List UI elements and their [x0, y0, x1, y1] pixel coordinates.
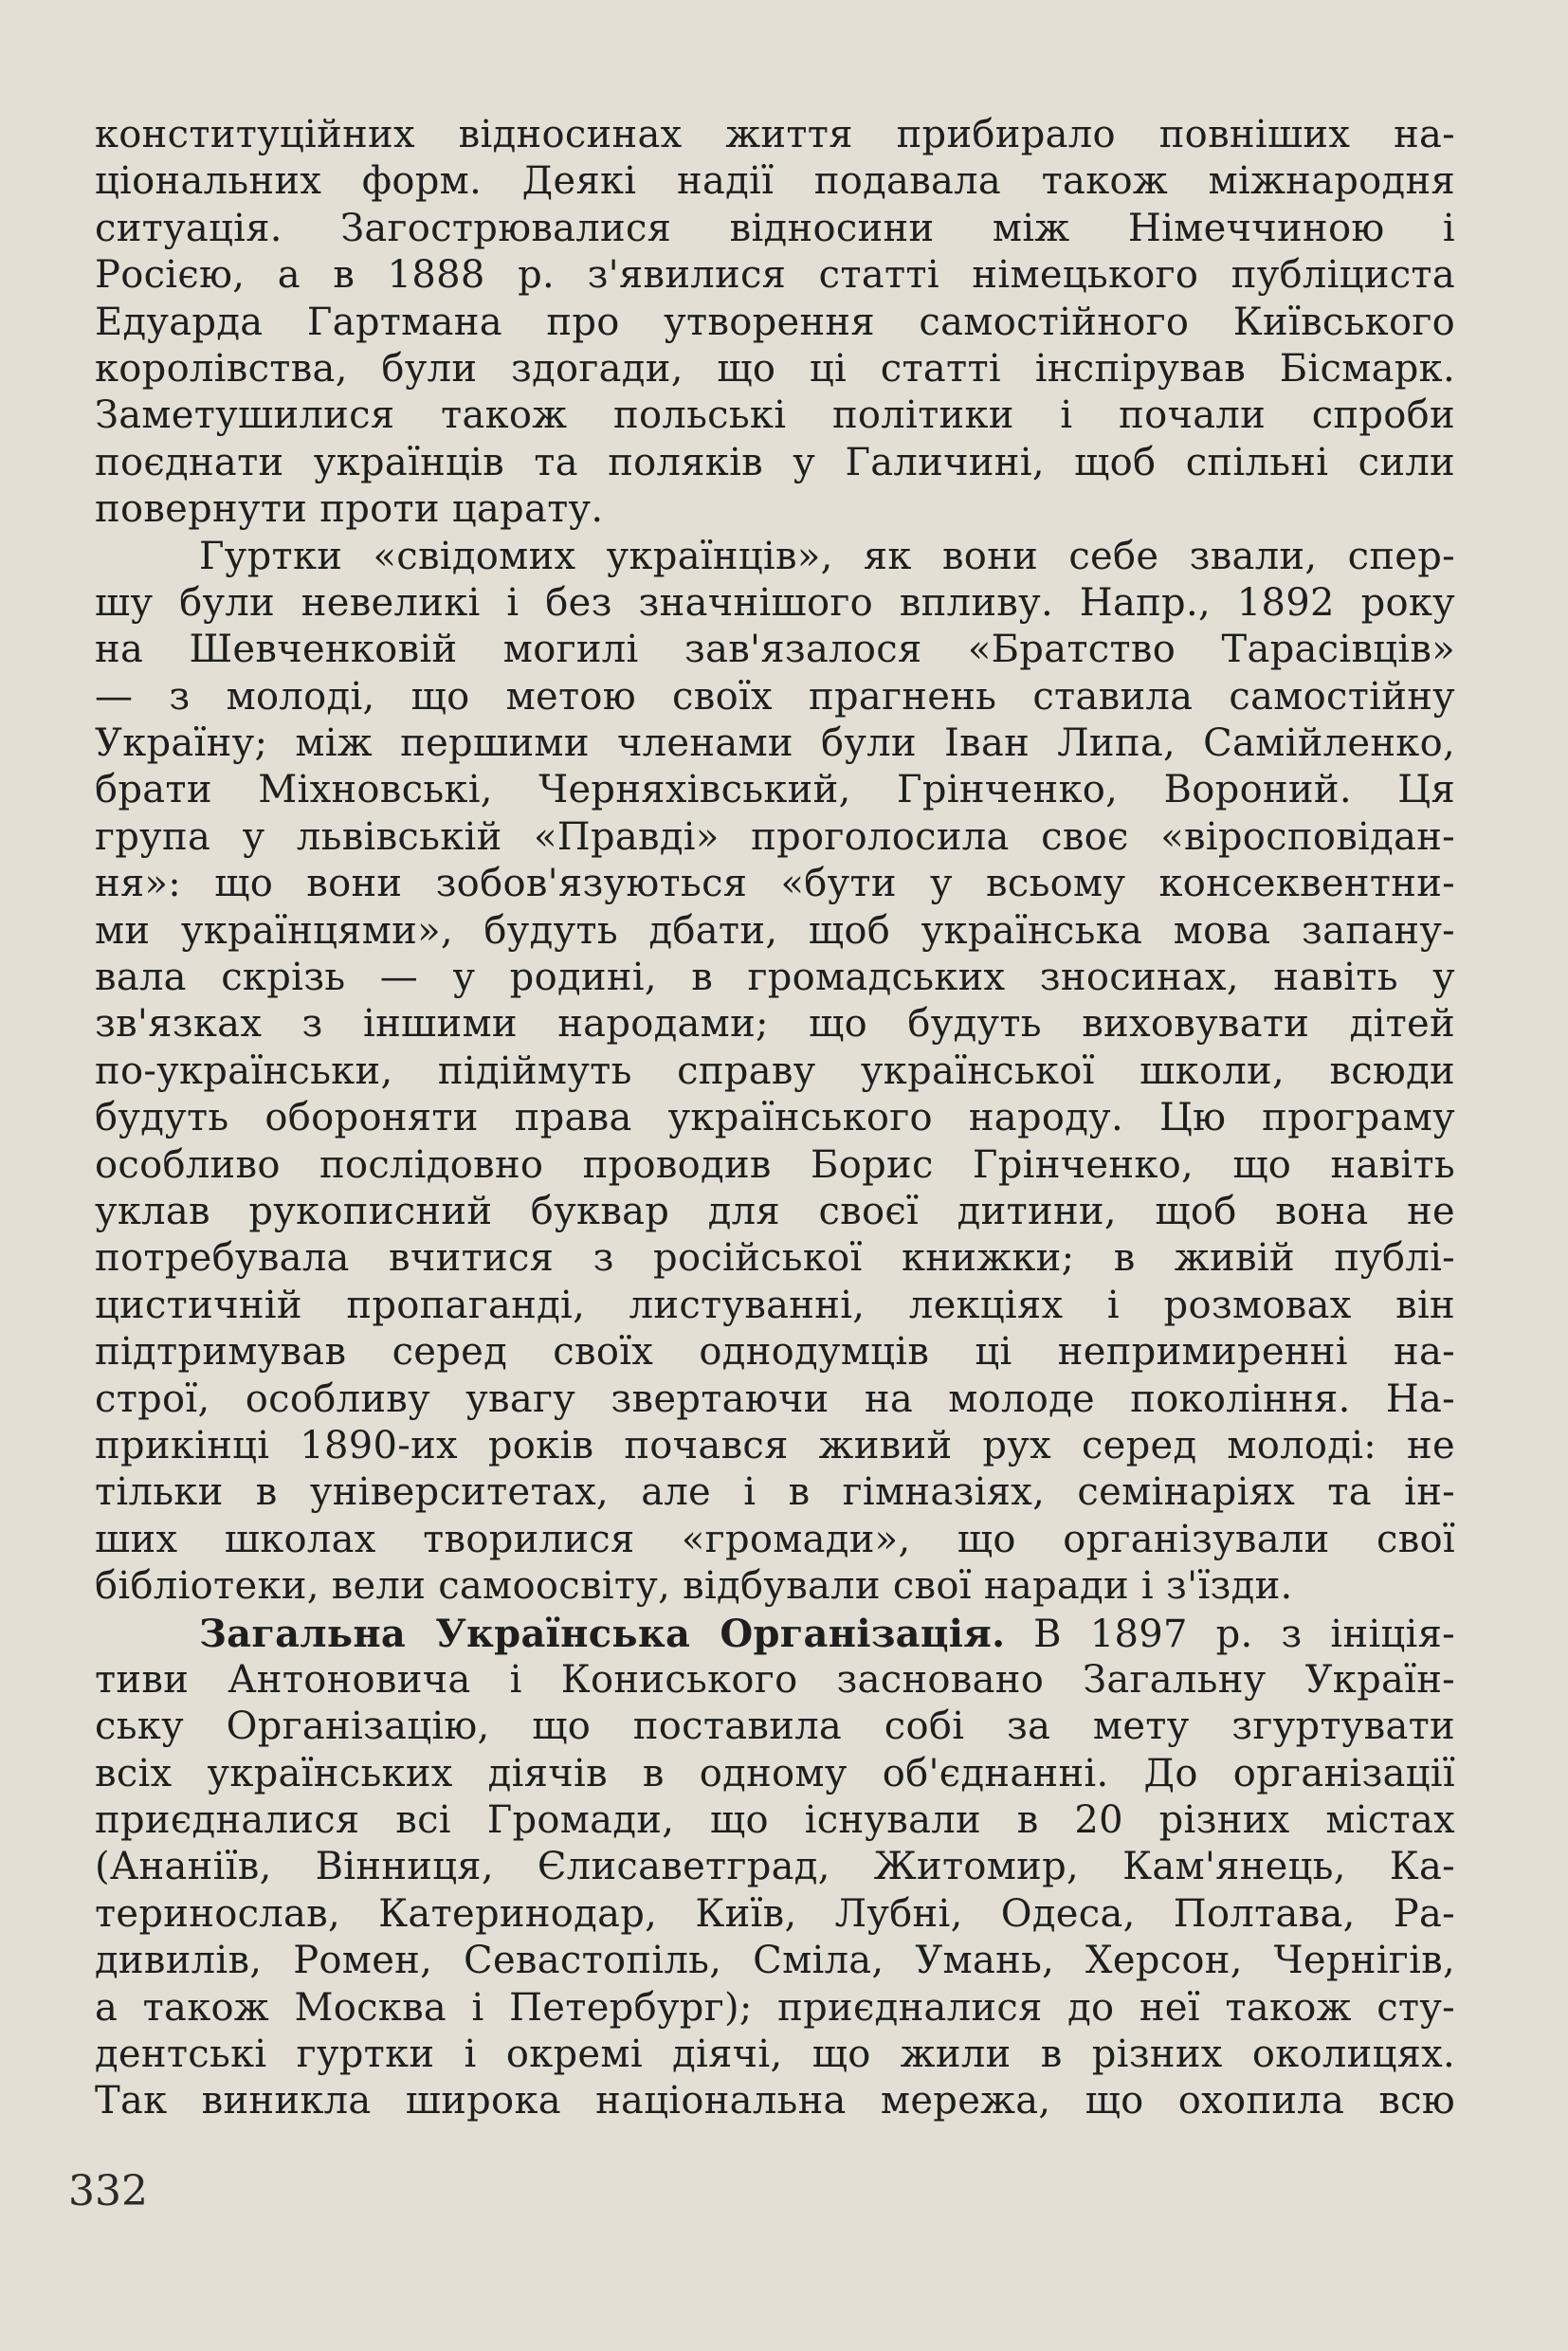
text-line: строї, особливу увагу звертаючи на молоде покоління. На-	[95, 1376, 1455, 1421]
text-line: брати Міхновські, Черняхівський, Грінченко, Вороний. Ця	[95, 768, 1455, 812]
text-line: повернути проти царату.	[95, 487, 604, 532]
text-line: — з молоді, що метою своїх прагнень ставила самостійну	[95, 674, 1455, 719]
text-line: ми українцями», будуть дбати, щоб українська мова запану-	[95, 908, 1455, 953]
text-line: Росією, а в 1888 р. з'явилися статті німецького публіциста	[95, 253, 1455, 298]
text-line: вала скрізь — у родині, в громадських зносинах, навіть у	[95, 956, 1455, 1000]
text-line: будуть обороняти права українського народу. Цю програму	[95, 1096, 1455, 1140]
text-line: Гуртки «свідомих українців», як вони себе звали, спер-	[199, 534, 1455, 578]
text-run: В 1897 р. з ініція-	[1005, 1612, 1456, 1656]
text-line: Заметушилися також польські політики і почали спроби	[95, 393, 1455, 438]
text-line: підтримував серед своїх однодумців ці непримиренні на-	[95, 1330, 1455, 1375]
text-line: а також Москва і Петербург); приєдналися до неї також сту-	[95, 1985, 1455, 2030]
text-line: дентські гуртки і окремі діячі, що жили в різних околицях.	[95, 2032, 1455, 2077]
text-line: бібліотеки, вели самоосвіту, відбували свої наради і з'їзди.	[95, 1564, 1293, 1609]
text-line: всіх українських діячів в одному об'єднанні. До організації	[95, 1751, 1455, 1795]
text-line: Так виникла широка національна мережа, що охопила всю	[95, 2079, 1455, 2123]
text-line: тільки в університетах, але і в гімназіях, семінаріях та ін-	[95, 1470, 1455, 1515]
text-line: (Ананіїв, Вінниця, Єлисаветград, Житомир, Кам'янець, Ка-	[95, 1845, 1455, 1889]
text-line: потребувала вчитися з російської книжки; в живій публі-	[95, 1236, 1455, 1281]
text-line: на Шевченковій могилі зав'язалося «Братство Тарасівців»	[95, 628, 1455, 672]
text-line: Едуарда Гартмана про утворення самостійного Київського	[95, 300, 1455, 344]
text-line: теринослав, Катеринодар, Київ, Лубні, Одеса, Полтава, Ра-	[95, 1891, 1455, 1936]
text-line: цистичній пропаганді, листуванні, лекціях і розмовах він	[95, 1283, 1455, 1327]
text-line: прикінці 1890-их років почався живий рух серед молоді: не	[95, 1423, 1455, 1467]
section-heading-line	[95, 1611, 1455, 1657]
text-line: поєднати українців та поляків у Галичині, щоб спільні сили	[95, 440, 1455, 484]
text-line: конституційних відносинах життя прибирало повніших на-	[95, 113, 1455, 156]
text-line: по-українськи, підіймуть справу української школи, всюди	[95, 1048, 1455, 1093]
text-line: королівства, були здогади, що ці статті інспірував Бісмарк.	[95, 346, 1455, 391]
text-line: дивилів, Ромен, Севастопіль, Сміла, Умань, Херсон, Чернігів,	[95, 1939, 1455, 1983]
text-line: група у львівській «Правді» проголосила своє «віросповідан-	[95, 814, 1455, 859]
text-line: уклав рукописний буквар для своєї дитини, щоб вона не	[95, 1189, 1455, 1233]
text-line: ших школах творилися «громади», що організували свої	[95, 1517, 1455, 1561]
text-line: Україну; між першими членами були Іван Липа, Самійленко,	[95, 721, 1455, 766]
section-heading: Загальна Українська Організація.	[199, 1611, 1006, 1656]
page-text	[95, 112, 1455, 2125]
text-line: приєдналися всі Громади, що існували в 20 різних містах	[95, 1798, 1455, 1843]
text-line: ня»: що вони зобов'язуються «бути у всьому консеквентни-	[95, 862, 1455, 906]
text-line: ську Організацію, що поставила собі за мету згуртувати	[95, 1704, 1455, 1749]
text-line: шу були невеликі і без значнішого впливу. Напр., 1892 року	[95, 580, 1455, 625]
text-line: ціональних форм. Деякі надії подавала також міжнародня	[95, 159, 1455, 204]
text-line: особливо послідовно проводив Борис Грінченко, що навіть	[95, 1142, 1455, 1187]
text-line: зв'язках з іншими народами; що будуть виховувати дітей	[95, 1002, 1455, 1047]
text-line: тиви Антоновича і Кониського засновано Загальну Україн-	[95, 1657, 1455, 1702]
text-line: ситуація. Загострювалися відносини між Німеччиною і	[95, 206, 1455, 250]
page-number: 332	[68, 2167, 148, 2215]
